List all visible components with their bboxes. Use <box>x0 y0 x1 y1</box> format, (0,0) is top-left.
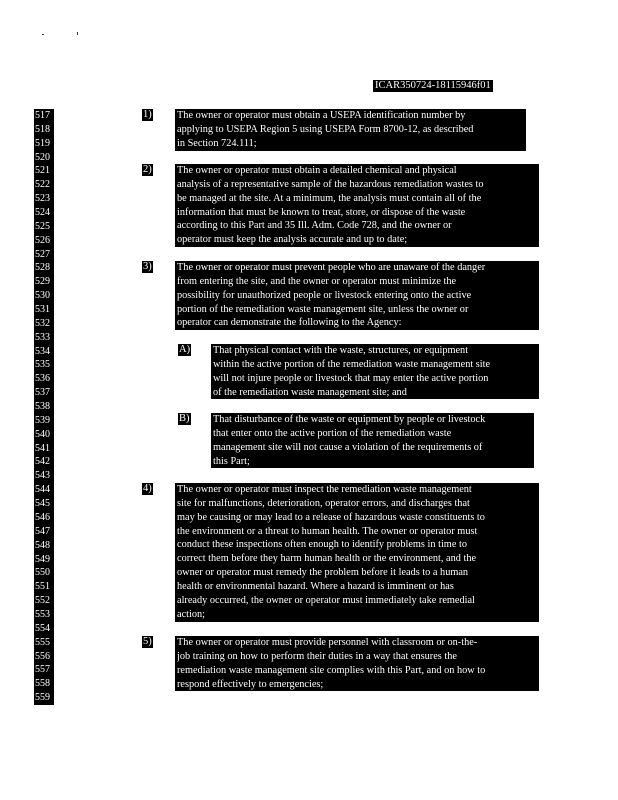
item-label: 3) <box>143 261 152 272</box>
line-number: 530 <box>35 290 50 302</box>
item-label: 5) <box>143 636 152 647</box>
paragraph-line: The owner or operator must obtain a USEPA identification number by <box>177 110 466 121</box>
paragraph-line: this Part; <box>213 455 250 467</box>
paragraph-line: operator must keep the analysis accurate and up to date; <box>177 234 408 246</box>
line-number: 552 <box>35 595 50 607</box>
paragraph-line: analysis of a representative sample of the hazardous remediation wastes to <box>177 178 484 190</box>
line-number: 542 <box>35 456 50 468</box>
line-number: 520 <box>35 151 50 163</box>
paragraph <box>211 413 534 468</box>
line-number: 525 <box>35 220 50 232</box>
paragraph-line: information that must be known to treat, store, or dispose of the waste <box>177 206 466 218</box>
line-number: 522 <box>35 179 50 191</box>
paragraph-line: the environment or a threat to human health. The owner or operator must <box>177 525 478 537</box>
paragraph-line: in Section 724.111; <box>177 137 257 149</box>
paragraph-line: from entering the site, and the owner or operator must minimize the <box>177 275 457 287</box>
item-label: 4) <box>143 483 152 494</box>
line-number: 521 <box>35 165 50 177</box>
paragraph <box>211 344 539 399</box>
scan-mark-left <box>42 34 44 35</box>
line-number: 518 <box>35 123 50 135</box>
line-number: 538 <box>35 401 50 413</box>
paragraph-line: portion of the remediation waste management site, unless the owner or <box>177 303 469 315</box>
line-number: 532 <box>35 317 50 329</box>
line-number: 559 <box>35 692 50 704</box>
paragraph-line: possibility for unauthorized people or livestock entering onto the active <box>177 289 472 301</box>
paragraph-line: already occurred, the owner or operator must immediately take remedial <box>177 594 475 606</box>
paragraph-line: action; <box>177 608 206 620</box>
line-number: 550 <box>35 567 50 579</box>
line-number: 529 <box>35 276 50 288</box>
line-number: 551 <box>35 581 50 593</box>
paragraph <box>175 164 539 247</box>
document-id: ICAR350724-18115946f01 <box>375 80 491 91</box>
line-number: 537 <box>35 387 50 399</box>
paragraph-line: That disturbance of the waste or equipment by people or livestock <box>213 414 486 425</box>
line-number: 526 <box>35 234 50 246</box>
paragraph-line: conduct these inspections often enough to identify problems in time to <box>177 539 467 551</box>
line-number: 533 <box>35 331 50 343</box>
line-number-column <box>34 109 54 705</box>
paragraph-line: That physical contact with the waste, structures, or equipment <box>213 345 469 356</box>
paragraph-line: The owner or operator must inspect the remediation waste management <box>177 484 472 495</box>
paragraph-line: job training on how to perform their duties in a way that ensures the <box>177 650 457 662</box>
line-number: 527 <box>35 248 50 260</box>
line-number: 524 <box>35 207 50 219</box>
line-number: 534 <box>35 345 50 357</box>
line-number: 546 <box>35 511 50 523</box>
line-number: 545 <box>35 498 50 510</box>
paragraph-line: remediation waste management site complies with this Part, and on how to <box>177 664 486 676</box>
line-number: 531 <box>35 304 50 316</box>
paragraph <box>175 261 539 330</box>
paragraph-line: operator can demonstrate the following to the Agency: <box>177 317 402 329</box>
paragraph-line: will not injure people or livestock that may enter the active portion <box>213 372 489 384</box>
line-number: 548 <box>35 539 50 551</box>
paragraph-line: be managed at the site. At a minimum, the analysis must contain all of the <box>177 192 482 204</box>
line-number: 539 <box>35 414 50 426</box>
item-label: 1) <box>143 109 152 120</box>
paragraph <box>175 109 526 151</box>
line-number: 553 <box>35 608 50 620</box>
paragraph-line: of the remediation waste management site; and <box>213 386 407 398</box>
line-number: 557 <box>35 664 50 676</box>
paragraph-line: management site will not cause a violation of the requirements of <box>213 441 483 453</box>
paragraph-line: owner or operator must remedy the problem before it leads to a human <box>177 567 469 579</box>
item-label: 2) <box>143 164 152 175</box>
line-number: 543 <box>35 470 50 482</box>
line-number: 519 <box>35 137 50 149</box>
line-number: 547 <box>35 525 50 537</box>
paragraph-line: site for malfunctions, deterioration, operator errors, and discharges that <box>177 497 470 509</box>
scan-mark-right <box>77 32 78 35</box>
paragraph-line: applying to USEPA Region 5 using USEPA Form 8700-12, as described <box>177 123 474 135</box>
line-number: 517 <box>35 110 50 121</box>
paragraph-line: may be causing or may lead to a release of hazardous waste constituents to <box>177 511 485 523</box>
paragraph-line: correct them before they harm human health or the environment, and the <box>177 553 477 565</box>
line-number: 528 <box>35 262 50 274</box>
paragraph-line: within the active portion of the remediation waste management site <box>213 358 491 370</box>
line-number: 541 <box>35 442 50 454</box>
line-number: 536 <box>35 373 50 385</box>
paragraph <box>175 483 539 622</box>
line-number: 558 <box>35 678 50 690</box>
paragraph-line: respond effectively to emergencies; <box>177 678 324 690</box>
item-label: A) <box>179 344 191 355</box>
line-number: 544 <box>35 484 50 496</box>
paragraph-line: The owner or operator must obtain a detailed chemical and physical <box>177 165 457 176</box>
item-label: B) <box>179 413 190 424</box>
line-number: 540 <box>35 428 50 440</box>
line-number: 523 <box>35 193 50 205</box>
paragraph-line: according to this Part and 35 Ill. Adm. Code 728, and the owner or <box>177 220 452 232</box>
paragraph-line: health or environmental hazard. Where a hazard is imminent or has <box>177 581 454 593</box>
line-number: 556 <box>35 650 50 662</box>
line-number: 554 <box>35 622 50 634</box>
paragraph-line: The owner or operator must prevent people who are unaware of the danger <box>177 262 486 273</box>
line-number: 555 <box>35 636 50 648</box>
paragraph <box>175 636 539 691</box>
line-number: 549 <box>35 553 50 565</box>
paragraph-line: that enter onto the active portion of the remediation waste <box>213 427 452 439</box>
paragraph-line: The owner or operator must provide personnel with classroom or on-the- <box>177 637 478 648</box>
line-number: 535 <box>35 359 50 371</box>
